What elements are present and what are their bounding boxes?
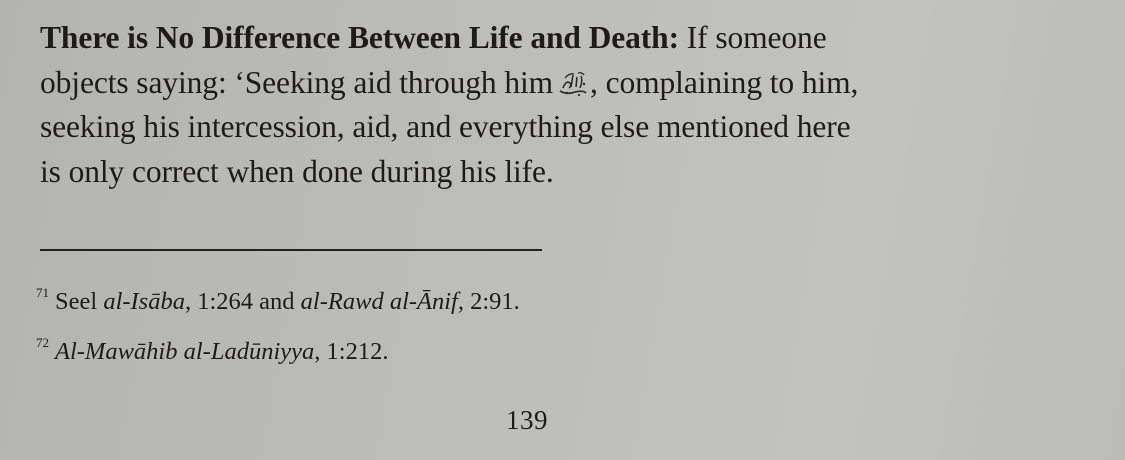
paragraph-line-2: [40, 61, 1050, 106]
paragraph-line-2-start: objects saying: ‘Seeking aid through him: [40, 64, 554, 100]
footnote-divider: [40, 249, 542, 251]
footnote-71: [36, 272, 520, 322]
paragraph-line-4: is only correct when done during his life.: [40, 153, 554, 189]
salawat-calligraphy-icon: [557, 69, 589, 97]
paragraph-line-1-text: If someone: [678, 20, 827, 55]
paragraph-line-3: seeking his intercession, aid, and everything else mentioned here: [40, 109, 851, 144]
footnote-number: 71: [36, 285, 49, 300]
footnote-text: , 1:212.: [314, 338, 389, 365]
paragraph-line-2-end: , complaining to him,: [590, 64, 859, 100]
section-heading: There is No Difference Between Life and Death:: [40, 20, 679, 55]
footnote-work-title: al-Isāba: [103, 288, 185, 315]
paragraph-line-1: [40, 16, 1050, 61]
footnote-text: , 1:264 and: [184, 288, 301, 315]
main-paragraph: [40, 16, 1050, 194]
footnote-work-title: al-Rawd al-Ānif: [300, 288, 458, 315]
footnote-text: , 2:91.: [457, 288, 520, 315]
footnote-72: [36, 322, 520, 372]
footnote-number: 72: [36, 335, 49, 350]
footnotes: [36, 272, 520, 372]
footnote-work-title: Al-Mawāhib al-Ladūniyya: [55, 338, 315, 365]
footnote-text: Seel: [55, 288, 104, 315]
page-number: 139: [506, 405, 548, 435]
